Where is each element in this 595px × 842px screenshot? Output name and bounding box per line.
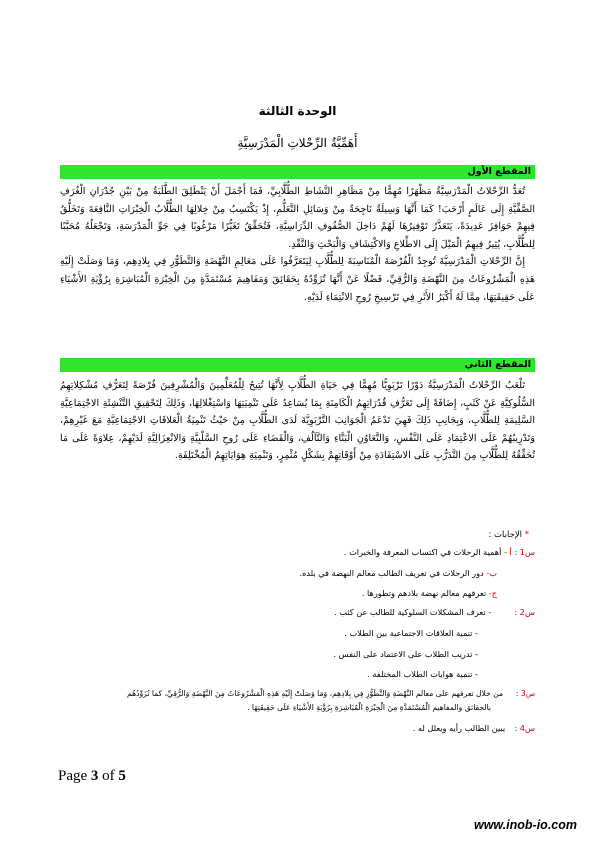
answer-line [367,668,478,680]
page-of: of [98,768,119,784]
answer-text: أهمية الرحلات في اكتساب المعرفة والخبرات . [343,547,502,557]
page-current: 3 [90,768,99,784]
answer-text: تعرفهم معالم نهضة بلادهم وتطورها . [361,588,487,598]
asterisk-icon: * [524,530,529,540]
paragraph: تُعَدُّ الرِّحْلاتُ الْمَدْرَسِيَّةُ مَظْهَرًا مُهِمًّا مِنْ مَظَاهِرِ النَّشَاطِ الطُّلَّابِيِّ، فَمَا أَجْمَلَ أَنْ يَنْطَلِقَ الطَّلَبَةُ مِنْ بَيْنِ جُدْرَانِ الْغُرَفِ الصَّفِّيَّةِ إِلَى عَالَمٍ أَرْحَبَ! كَمَا أَنَّهَا وَسِيلَةٌ نَاجِحَةٌ مِنْ وَسَائِلِ التَّعَلُّمِ، إِذْ يَكْتَسِبُ مِنْ خِلالِهَا الطُّلَّابُ الْخِبْرَاتِ النَّافِعَةَ وَتَخَلُّقُ فِيهِمْ حَوَافِزَ عَدِيدَةً، يَتَعَذَّرُ تَوْفِيرُهَا لَهُمْ دَاخِلَ الصُّفُوفِ الدِّرَاسِيَّةِ، فَتُحَقِّقُ تَغَيُّرًا مَرْغُوبًا فِي جَوِّ الْمَدْرَسَةِ، وَتَجْعَلُهُ مُحَبَّبًا لِلطُّلَّابِ، يُثِيرُ فِيهِمُ الْمَيْلَ إِلَى الاطِّلاعِ وَالاكْتِشَافِ وَالْبَحْثِ وَالنَّقْدِ. [60,186,535,250]
question-number: س2 : [514,607,535,617]
section-label: المقطع الأول [467,166,531,177]
page-prefix: Page [58,768,91,784]
question-number: س4 : [514,723,535,733]
section-header-2 [60,358,535,372]
answer-text: دور الرحلات في تعريف الطالب معالم النهضة في بلده. [299,568,484,578]
answers-heading-text: الإجابات : [488,530,523,540]
paragraph: إِنَّ الرِّحْلاتِ الْمَدْرَسِيَّةَ تُوجِدُ الْفُرْصَةَ الْمُنَاسِبَةَ لِلطُّلَّابِ لِيَتَعَرَّفُوا عَلَى مَعَالِمِ النَّهْضَةِ وَالتَّطَوُّرِ فِي بِلادِهِم، وَمَا وَصَلَتْ إِلَيْهِ هَذِهِ الْمَشْرُوعَاتُ مِنَ النَّهْضَةِ وَالرُّقِيِّ، فَضْلًا عَنْ أَنَّهَا تُزَوِّدُهُ بِحَقَائِقَ وَمَفَاهِيمَ مُسْتَمَدَّةٍ مِنَ الْخِبْرَةِ الْمُبَاشِرَةِ بِرُؤْيَةِ الأَشْيَاءِ عَلَى حَقِيقَتِهَا، مِمَّا لَهُ أَكْبَرُ الأَثَرِ فِي تَرْسِيخِ رُوحِ الانْتِمَاءِ لَدَيْهِ. [60,256,535,303]
answer-line [413,722,535,734]
answer-line [334,606,535,618]
answer-line [299,567,497,579]
answer-line [344,627,478,639]
unit-title: الوحدة الثالثة [258,104,337,118]
answer-text: من خلال تعرفهم على معالم النَّهْضَةِ وَالتَّطَوُّرِ فِي بِلادِهِم، وَمَا وَصَلَتْ إِلَيْهِ هَذِهِ الْمَشْرُوعَاتُ مِنَ النَّهْضَةِ وَالرُّقِيِّ، كما تُزَوِّدُهُم [127,689,504,698]
lesson-title: أَهَمِّيَّةُ الرِّحْلاتِ الْمَدْرَسِيَّةِ [237,136,358,150]
page-total: 5 [118,768,126,784]
answer-line [333,648,478,660]
answer-text: بالحقائق والمفاهيم الْمُسْتَمَدَّةِ مِنَ الْخِبْرَةِ الْمُبَاشِرَةِ بِرُؤْيَةِ الأَشْيَاءِ عَلَى حَقِيقَتِهَا . [247,703,491,712]
question-number: س1 : أ - [503,547,535,557]
answer-text: - تنمية هوايات الطلاب المختلفة . [367,669,478,679]
question-number: ج- [488,588,497,598]
answer-line [127,688,535,700]
answer-text: - تنمية العلاقات الاجتماعية بين الطلاب . [344,628,478,638]
answer-line [247,702,491,714]
section-label: المقطع الثاني [464,359,531,370]
answer-line [362,587,497,599]
answer-text: يبين الطالب رأيه ويعلل له . [412,723,506,733]
paragraph: تَلْعَبُ الرِّحْلاتُ الْمَدْرَسِيَّةُ دَوْرًا تَرْبَوِيًّا مُهِمًّا فِي حَيَاةِ الطُّلَّابِ لِأَنَّهَا تُتِيحُ لِلْمُعَلِّمِينَ وَالْمُشْرِفِينَ فُرْصَةً لِتَعَرُّفِ مُشْكِلاتِهِمُ السُّلُوكِيَّةِ عَنْ كَثَبٍ، إِضَافَةً إِلَى تَعَرُّفِ قُدُرَاتِهِمُ الْكَامِنَةِ بِمَا يُسَاعِدُ عَلَى تَنْمِيَتِهَا وَاسْتِغْلالِهَا، وَذَلِكَ لِتَحْقِيقِ التَّنْشِئَةِ الاجْتِمَاعِيَّةِ السَّلِيمَةِ لِلطُّلَّابِ، وَبِجَانِبِ ذَلِكَ فَهِيَ تَدْعَمُ الْجَوَانِبَ التَّرْبَوِيَّةَ لَدَى الطُّلَّابِ مِنْ حَيْثُ تَنْمِيَةُ الْعَلاقَاتِ الاجْتِمَاعِيَّةِ مَعَ غَيْرِهِمْ، وَتَدْرِيبُهُمْ عَلَى الاعْتِمَادِ عَلَى النَّفْسِ، وَالتَّعَاوُنِ الْبَنَّاءِ وَالتَّآلُفِ، وَالْقَضَاءِ عَلَى رُوحِ السَّلْبِيَّةِ وَالانْعِزَالِيَّةِ لَدَيْهِمْ، عِلاوَةً عَلَى مَا تُحَقِّقُهُ لِلطُّلَّابِ مِنَ التَّدَرُّبِ عَلَى الاسْتِفَادَةِ مِنْ أَوْقَاتِهِمْ بِشَكْلٍ مُثْمِرٍ، وَتَنْمِيَةِ هِوَايَاتِهِمُ الْمُخْتَلِفَةِ. [60,380,535,462]
answers-heading [488,530,529,540]
answer-line [344,546,535,558]
site-watermark: www.inob-io.com [473,818,577,832]
section-2-text [60,377,535,465]
page-footer [58,768,126,785]
answer-text: - تدريب الطلاب على الاعتماد على النفس . [333,649,478,659]
section-1-text [60,183,535,306]
section-header-1 [60,165,535,179]
answer-text: - تعرف المشكلات السلوكية للطالب عن كثب . [334,607,492,617]
question-number: ب- [486,568,497,578]
question-number: س3 : [515,689,535,698]
